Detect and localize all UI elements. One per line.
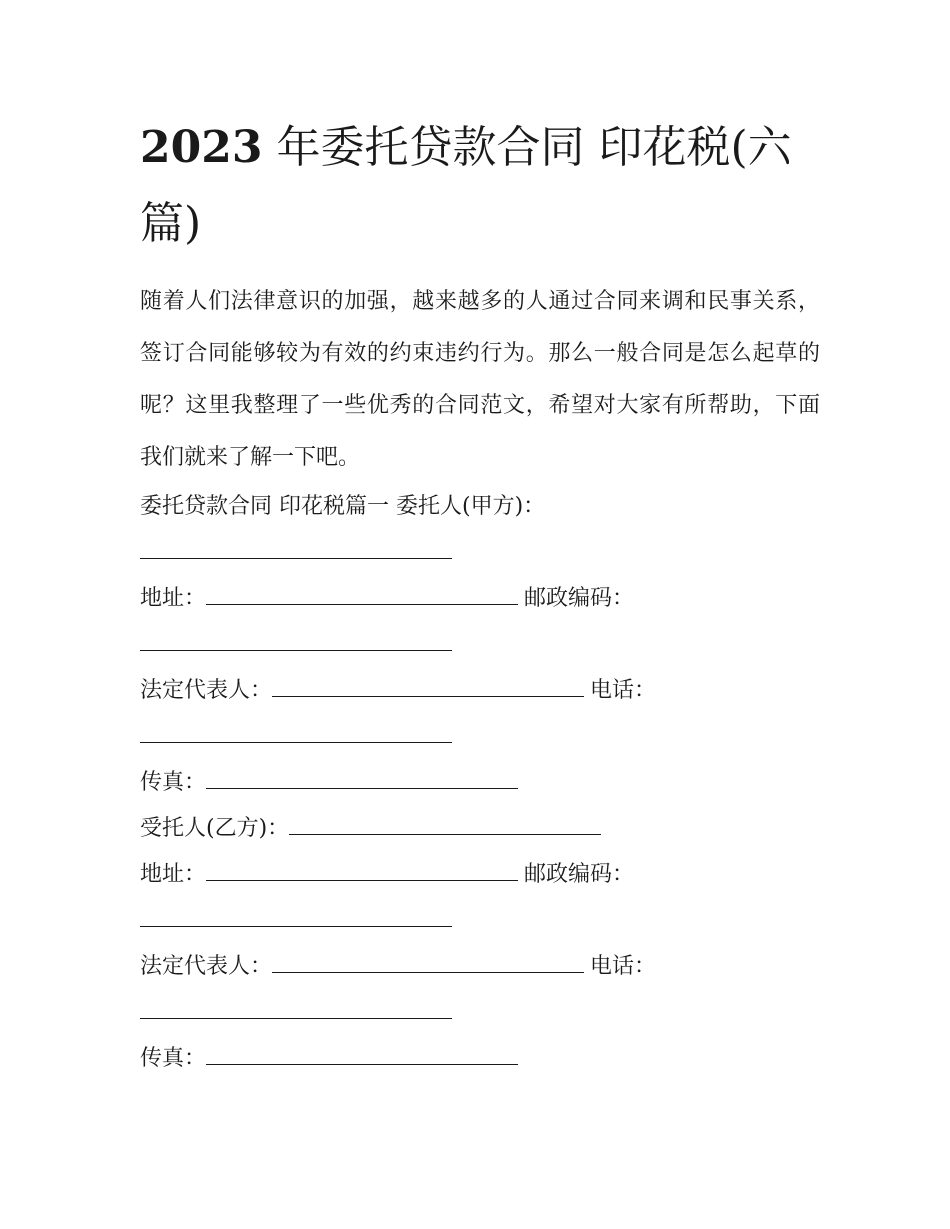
party-a-legal-rep-line: [140, 668, 820, 714]
party-b-fax-line: [140, 1036, 820, 1082]
section-heading: 委托贷款合同 印花税篇一 委托人(甲方)：: [140, 494, 546, 519]
party-a-name-blank[interactable]: [140, 538, 452, 559]
document-title: [140, 110, 820, 262]
party-b-address-blank[interactable]: [206, 860, 518, 881]
party-a-address-line: [140, 576, 820, 622]
title-text: 年委托贷款合同 印花税(六篇): [140, 122, 792, 249]
party-b-address-line: [140, 852, 820, 898]
party-b-phone-line: [140, 990, 820, 1036]
party-a-postcode-line: [140, 622, 820, 668]
party-a-address-blank[interactable]: [206, 584, 518, 605]
party-b-name-blank[interactable]: [289, 814, 601, 835]
legal-rep-label: 法定代表人：: [140, 954, 273, 979]
party-a-postcode-blank[interactable]: [140, 630, 452, 651]
postcode-label: 邮政编码：: [524, 862, 635, 887]
legal-rep-label: 法定代表人：: [140, 678, 273, 703]
address-label: 地址：: [140, 862, 207, 887]
party-b-phone-blank[interactable]: [140, 998, 452, 1019]
trustee-label: 受托人(乙方)：: [140, 816, 290, 841]
address-label: 地址：: [140, 586, 207, 611]
party-b-postcode-line: [140, 898, 820, 944]
party-b-fax-blank[interactable]: [206, 1044, 518, 1065]
fax-label: 传真：: [140, 1046, 207, 1071]
fax-label: 传真：: [140, 770, 207, 795]
party-a-fax-line: [140, 760, 820, 806]
party-a-name-line: [140, 530, 820, 576]
phone-label: 电话：: [590, 678, 657, 703]
party-a-phone-blank[interactable]: [140, 722, 452, 743]
party-b-legal-rep-line: [140, 944, 820, 990]
document-page: [140, 110, 820, 1082]
title-year: 2023: [140, 122, 263, 173]
postcode-label: 邮政编码：: [524, 586, 635, 611]
party-b-name-line: [140, 806, 820, 852]
phone-label: 电话：: [590, 954, 657, 979]
intro-paragraph: 随着人们法律意识的加强，越来越多的人通过合同来调和民事关系，签订合同能够较为有效的约束违约行为。那么一般合同是怎么起草的呢？这里我整理了一些优秀的合同范文，希望对大家有所帮助，下面我们就来了解一下吧。: [140, 289, 820, 470]
party-b-postcode-blank[interactable]: [140, 906, 452, 927]
party-b-legal-rep-blank[interactable]: [272, 952, 584, 973]
contract-fields: [140, 484, 820, 1082]
party-a-fax-blank[interactable]: [206, 768, 518, 789]
party-a-legal-rep-blank[interactable]: [272, 676, 584, 697]
party-a-phone-line: [140, 714, 820, 760]
